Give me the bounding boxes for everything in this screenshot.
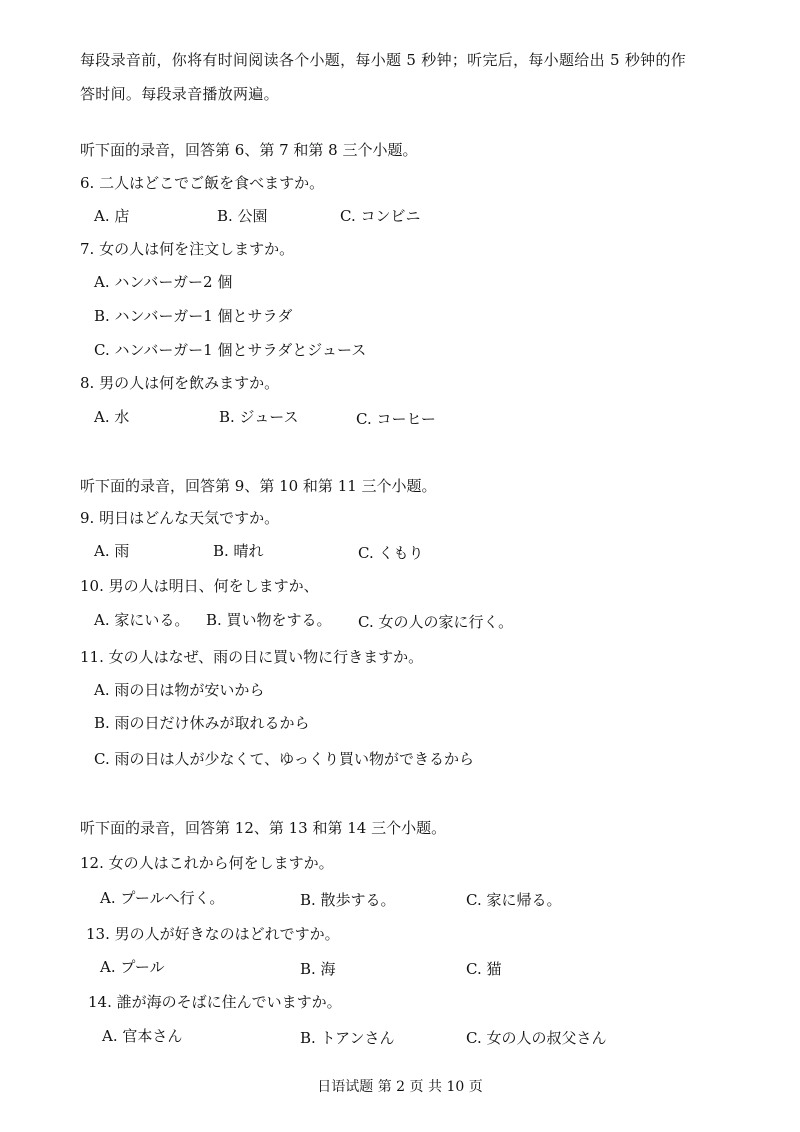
question-8-option-b: B. ジュース bbox=[219, 408, 299, 426]
question-14-option-a: A. 官本さん bbox=[102, 1027, 183, 1045]
question-6-option-b: B. 公園 bbox=[217, 207, 268, 225]
question-12-option-b: B. 散歩する。 bbox=[300, 891, 396, 909]
question-12-option-c: C. 家に帰る。 bbox=[466, 891, 562, 909]
question-11-option-c: C. 雨の日は人が少なくて、ゆっくり買い物ができるから bbox=[94, 750, 475, 768]
section-2-heading: 听下面的录音，回答第 9、第 10 和第 11 三个小题。 bbox=[80, 477, 437, 495]
question-11-option-b: B. 雨の日だけ休みが取れるから bbox=[94, 714, 310, 732]
question-8: 8. 男の人は何を飲みますか。 bbox=[80, 374, 280, 392]
question-14: 14. 誰が海のそばに住んでいますか。 bbox=[88, 993, 342, 1011]
page-footer: 日语试题 第 2 页 共 10 页 bbox=[317, 1079, 483, 1095]
question-8-option-c: C. コーヒー bbox=[356, 410, 436, 428]
question-10: 10. 男の人は明日、何をしますか、 bbox=[80, 577, 319, 595]
instructions-line-2: 答时间。每段录音播放两遍。 bbox=[80, 85, 279, 103]
question-9-option-a: A. 雨 bbox=[94, 542, 130, 560]
question-13-option-c: C. 猫 bbox=[466, 960, 502, 978]
question-14-option-c: C. 女の人の叔父さん bbox=[466, 1029, 607, 1047]
question-7: 7. 女の人は何を注文しますか。 bbox=[80, 240, 295, 258]
question-13-option-a: A. プール bbox=[100, 958, 165, 976]
question-7-option-c: C. ハンバーガー1 個とサラダとジュース bbox=[94, 341, 367, 359]
question-13-option-b: B. 海 bbox=[300, 960, 336, 978]
question-13: 13. 男の人が好きなのはどれですか。 bbox=[86, 925, 340, 943]
question-11-option-a: A. 雨の日は物が安いから bbox=[94, 681, 265, 699]
question-6: 6. 二人はどこでご飯を食べますか。 bbox=[80, 174, 325, 192]
question-9-option-b: B. 晴れ bbox=[213, 542, 264, 560]
question-12: 12. 女の人はこれから何をしますか。 bbox=[80, 854, 334, 872]
question-6-option-c: C. コンビニ bbox=[340, 207, 421, 225]
instructions-line-1: 每段录音前，你将有时间阅读各个小题，每小题 5 秒钟；听完后，每小题给出 5 秒钟的作 bbox=[80, 51, 687, 69]
question-12-option-a: A. プールへ行く。 bbox=[100, 889, 225, 907]
question-10-option-c: C. 女の人の家に行く。 bbox=[358, 613, 514, 631]
question-7-option-a: A. ハンバーガー2 個 bbox=[94, 273, 233, 291]
question-7-option-b: B. ハンバーガー1 個とサラダ bbox=[94, 307, 293, 325]
question-8-option-a: A. 水 bbox=[94, 408, 130, 426]
question-6-option-a: A. 店 bbox=[94, 207, 130, 225]
question-10-option-a: A. 家にいる。 bbox=[94, 611, 190, 629]
section-1-heading: 听下面的录音，回答第 6、第 7 和第 8 三个小题。 bbox=[80, 141, 418, 159]
question-14-option-b: B. トアンさん bbox=[300, 1029, 395, 1047]
question-9-option-c: C. くもり bbox=[358, 544, 424, 562]
question-9: 9. 明日はどんな天気ですか。 bbox=[80, 509, 280, 527]
question-10-option-b: B. 買い物をする。 bbox=[206, 611, 332, 629]
question-11: 11. 女の人はなぜ、雨の日に買い物に行きますか。 bbox=[80, 648, 424, 666]
section-3-heading: 听下面的录音，回答第 12、第 13 和第 14 三个小题。 bbox=[80, 819, 447, 837]
